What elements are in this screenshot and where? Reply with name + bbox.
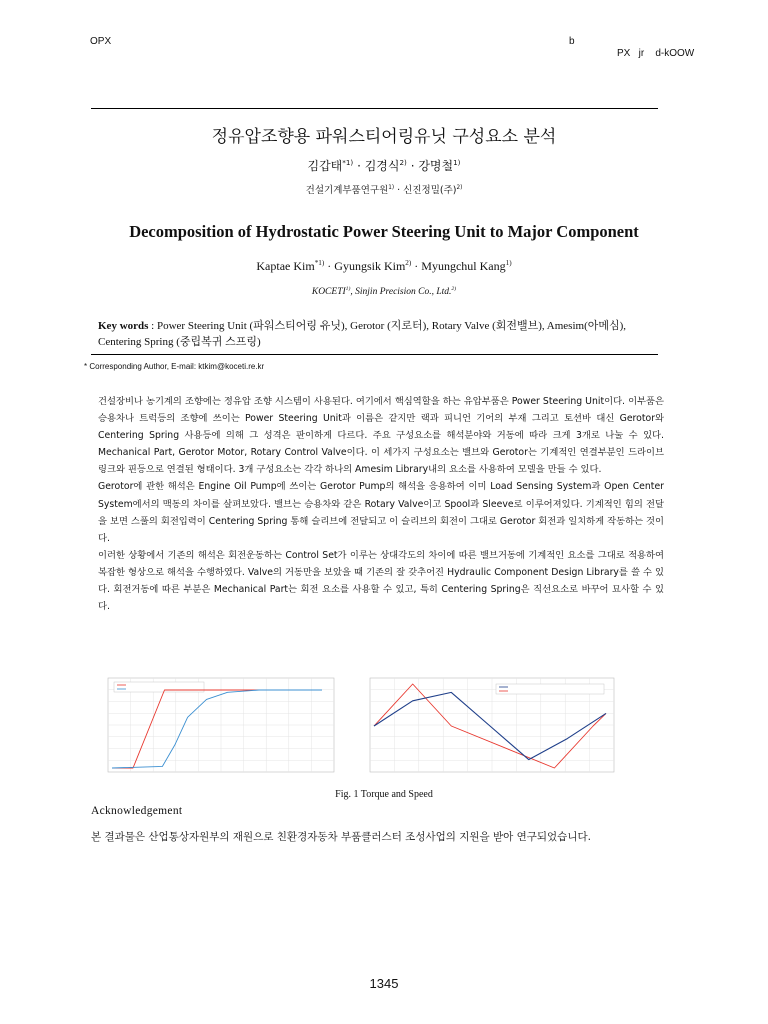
keywords-label: Key words [98, 320, 149, 332]
keywords-text: : Power Steering Unit (파워스티어링 유닛), Gerotor (지로터), Rotary Valve (회전밸브), Amesim(아메심), Centering Spring (중립복귀 스프링) [98, 320, 627, 348]
author-3-ko-sup: 1) [453, 158, 461, 167]
affil-1-en: KOCETI [311, 287, 346, 297]
figure-torque-chart [90, 672, 340, 784]
author-3-ko: 강명철 [418, 159, 454, 173]
authors-en [0, 259, 768, 274]
body-paragraph: 이러한 상황에서 기존의 해석은 회전운동하는 Control Set가 이루는 상대각도의 차이에 따른 밸브거동에 기계적인 요소를 그대로 적용하여 복잡한 형상으로 해석을 수행하였다. Valve의 거동만을 보았을 때 기존의 잘 갖추어진 Hydraulic Component Design Library를 쓸 수 있다. 회전거동에 따른 부분은 Mechanical Part는 회전 요소를 사용할 수 있고, 특히 Centering Spring은 직선요소로 바꾸어 묘사할 수 있다. [98, 549, 664, 613]
author-sep: · [324, 259, 335, 273]
legend-box [114, 682, 204, 692]
affiliations-en [0, 287, 768, 297]
author-sep: · [411, 259, 422, 273]
affil-2-en-sup: 2) [451, 285, 457, 292]
author-2-en-sup: 2) [405, 259, 412, 267]
author-2-en: Gyungsik Kim [334, 259, 406, 273]
keywords-rule [91, 354, 658, 355]
author-3-en-sup: 1) [505, 259, 512, 267]
keywords [98, 318, 664, 350]
author-1-en: Kaptae Kim [256, 259, 315, 273]
legend-box [496, 684, 604, 694]
figure-caption: Fig. 1 Torque and Speed [335, 789, 433, 800]
affil-sep: · [394, 185, 404, 196]
author-2-ko-sup: 2) [399, 158, 407, 167]
body-text [98, 393, 664, 615]
paper-title-en: Decomposition of Hydrostatic Power Steering Unit to Major Component [129, 222, 639, 241]
author-1-en-sup: *1) [314, 259, 325, 267]
affil-2-ko: 신진정밀(주) [403, 185, 457, 196]
author-sep: · [353, 159, 365, 173]
body-paragraph: Gerotor에 관한 해석은 Engine Oil Pump에 쓰이는 Gerotor Pump의 해석을 응용하여 이미 Load Sensing System과 Open Center System에서의 맥동의 차이를 살펴보았다. 밸브는 승용차와 같은 Rotary Valve이고 Spool과 Sleeve로 이루어져있다. 기계적인 힘의 전달을 보면 스풀의 회전입력이 Centering Spring 통해 슬리브에 전달되고 이 슬리브의 회전이 그대로 Gerotor 회전과 일치하게 작동하는 것이다. [98, 481, 664, 544]
header-right-top: b [569, 36, 575, 47]
author-sep: · [406, 159, 419, 173]
paper-title-ko: 정유압조향용 파워스티어링유닛 구성요소 분석 [211, 127, 557, 147]
top-rule [91, 108, 658, 109]
affil-1-ko: 건설기계부품연구원 [305, 185, 389, 196]
corresponding-author-footnote: * Corresponding Author, E-mail: ktkim@koceti.re.kr [84, 362, 265, 371]
acknowledgement-text: 본 결과물은 산업통상자원부의 재원으로 친환경자동차 부품클러스터 조성사업의 지원을 받아 연구되었습니다. [91, 831, 591, 843]
affil-2-en: , Sinjin Precision Co., Ltd. [350, 287, 452, 297]
author-3-en: Myungchul Kang [421, 259, 506, 273]
acknowledgement-heading: Acknowledgement [91, 805, 183, 817]
page-number: 1345 [369, 976, 399, 991]
author-2-ko: 김경식 [364, 159, 400, 173]
affil-1-en-sup: 1) [345, 285, 351, 292]
affil-2-ko-sup: 2) [456, 184, 463, 191]
affil-1-ko-sup: 1) [388, 184, 395, 191]
affiliations-ko [0, 182, 768, 196]
authors-ko [0, 157, 768, 174]
figure-speed-chart [352, 672, 620, 784]
header-left: OPX [90, 36, 112, 47]
body-paragraph: 건설장비나 농기계의 조향에는 정유압 조향 시스템이 사용된다. 여기에서 핵심역할을 하는 유압부품은 Power Steering Unit이다. 이부품은 승용차나 트럭등의 조향에 쓰이는 Power Steering Unit과 이름은 같지만 랙과 피니언 기어의 부재 그리고 토션바 대신 Gerotor와 Centering Spring 사용등에 의해 그 성격은 판이하게 다르다. 주요 구성요소를 해석분야와 거동에 따라 크게 3개로 나눌 수 있다. Mechanical Part, Gerotor Motor, Rotary Control Valve이다. 이 세가지 구성요소는 밸브와 Gerotor는 기계적인 연결부분인 드라이브링크와 핀등으로 연결된 형태이다. 3개 구성요소는 각각 하나의 Amesim Library내의 요소를 사용하여 모델을 만들 수 있다. [98, 396, 664, 476]
header-right-bottom: PX jr d-kOOW [617, 48, 695, 59]
author-1-ko: 김갑태 [307, 159, 343, 173]
author-1-ko-sup: *1) [342, 158, 354, 167]
